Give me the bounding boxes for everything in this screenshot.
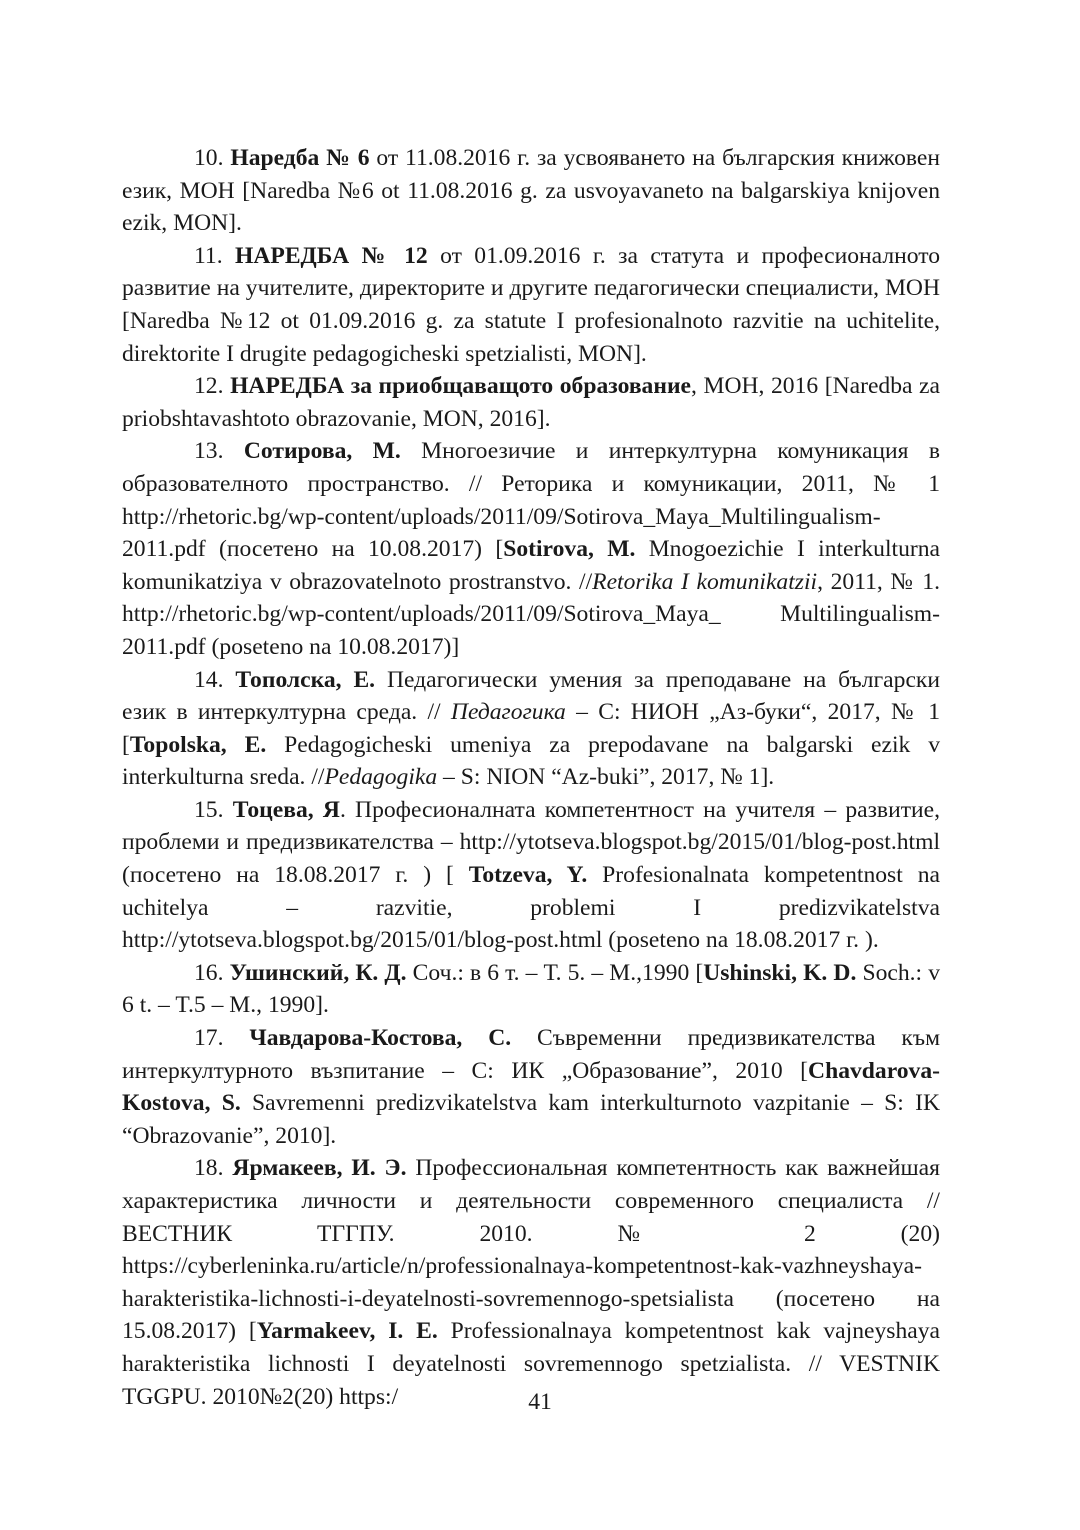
reference-author: НАРЕДБА за приобщаващото образование: [230, 373, 692, 400]
reference-author: Ярмакеев, И. Э.: [232, 1155, 407, 1182]
reference-text: , МОН, 2016 [Naredba za priobshtavashtoto obrazovanie, MON, 2016].: [122, 373, 940, 432]
reference-text: Многоезичие и интеркултурна комуникация в образователното пространство. // Реторика и комуникации, 2011, № 1 http://rhetoric.bg/wp-content/uploads/2011/09/Sotirova_Maya_Multilingualism-2011.pdf (посетено на 10.08.2017) [: [122, 438, 941, 563]
reference-text: 13.: [194, 438, 244, 465]
reference-source-title: Pedagogika: [324, 764, 438, 791]
reference-author: Чавдарова-Костова, С.: [249, 1025, 512, 1052]
reference-item: [122, 435, 940, 663]
reference-text: – С: НИОН „Аз-буки“, 2017, № 1 [: [122, 699, 940, 758]
reference-item: [122, 1022, 940, 1152]
reference-item: [122, 957, 940, 1022]
reference-text: 11.: [194, 242, 236, 269]
reference-author: НАРЕДБА № 12: [235, 242, 428, 269]
reference-text: Savremenni predizvikatelstva kam interkulturnoto vazpitanie – S: IK “Obrazovanie”, 2010].: [122, 1090, 940, 1149]
reference-item: [122, 1152, 940, 1413]
reference-list: [122, 142, 940, 1413]
reference-text: Soch.: v 6 t. – T.5 – M., 1990].: [122, 959, 940, 1019]
reference-text: Pedagogicheski umeniya za prepodavane na balgarski ezik v interkulturna sreda. //: [122, 731, 941, 791]
reference-author: Topolska, E.: [129, 731, 267, 758]
reference-text: 17.: [194, 1025, 250, 1052]
reference-author: Ushinski, K. D.: [703, 959, 857, 986]
reference-text: Professionalnaya kompetentnost kak vajneyshaya harakteristika lichnosti I deyatelnosti sovremennogo spetzialista. // VESTNIK TGGPU. 2010№2(20) https:/: [122, 1318, 940, 1410]
reference-text: 16.: [194, 959, 230, 986]
reference-source-title: Педагогика: [450, 699, 566, 726]
reference-item: [122, 664, 940, 794]
reference-author: Totzeva, Y.: [468, 862, 588, 889]
reference-text: Педагогически умения за преподаване на български език в интеркултурна среда. //: [122, 666, 941, 726]
reference-text: 18.: [194, 1155, 233, 1182]
reference-text: . Професионалната компетентност на учителя – развитие, проблеми и предизвикателства – http://ytotseva.blogspot.bg/2015/01/blog-post.html (посетено на 18.08.2017 г. ) [: [122, 796, 941, 889]
reference-text: 14.: [194, 666, 236, 693]
reference-text: Съвременни предизвикателства към интеркултурното възпитание – С: ИК „Образование”, 2010 [: [122, 1025, 941, 1084]
reference-source-title: Retorika I komunikatzii: [592, 568, 818, 595]
reference-text: Соч.: в 6 т. – Т. 5. – М.,1990 [: [406, 959, 704, 986]
reference-author: Sotirova, M.: [503, 536, 636, 563]
reference-text: 12.: [194, 373, 231, 400]
reference-item: [122, 142, 940, 240]
reference-text: 10.: [194, 145, 231, 171]
reference-text: , 2011, № 1. http://rhetoric.bg/wp-content/uploads/2011/09/Sotirova_Maya_ Multilingualism-2011.pdf (poseteno na 10.08.2017)]: [122, 568, 940, 660]
reference-author: Наредба № 6: [230, 145, 370, 171]
reference-author: Тоцева, Я: [232, 796, 340, 823]
reference-author: Тополска, Е.: [235, 666, 376, 693]
reference-author: Сотирова, М.: [243, 438, 401, 465]
reference-text: Профессиональная компетентность как важнейшая характеристика личности и деятельности современного специалиста // ВЕСТНИК ТГГПУ. 2010. № 2 (20) https://cyberleninka.ru/article/n/professionalnaya-kompetentnost-kak-vazhneyshaya-harakteristika-lichnosti-i-deyatelnosti-sovremennogo-spetsialista (посетено на 15.08.2017) [: [122, 1155, 940, 1345]
reference-text: 15.: [194, 796, 233, 823]
reference-text: Profesionalnata kompetentnost na uchitelya – razvitie, problemi I predizvikatelstva http://ytotseva.blogspot.bg/2015/01/blog-post.html (poseteno na 18.08.2017 г. ).: [122, 862, 940, 954]
reference-text: Mnogoezichie I interkulturna komunikatziya v obrazovatelnoto prostranstvo. //: [122, 536, 940, 595]
reference-text: от 11.08.2016 г. за усвояването на българския книжовен език, МОН [Naredba №6 ot 11.08.2016 g. za usvoyavaneto na balgarskiya knijoven ezik, MON].: [122, 145, 941, 237]
reference-text: – S: NION “Az-buki”, 2017, № 1].: [437, 764, 775, 791]
reference-author: Ушинский, К. Д.: [229, 959, 407, 986]
reference-author: Yarmakeev, I. E.: [256, 1318, 438, 1345]
reference-text: от 01.09.2016 г. за статута и професионалното развитие на учителите, директорите и другите педагогически специалисти, МОН [Naredba №12 ot 01.09.2016 g. za statute I profesionalnoto razvitie na uchitelite, direktorite I drugite pedagogicheski spetzialisti, MON].: [122, 242, 941, 367]
page-number: 41: [528, 1389, 552, 1415]
reference-item: [122, 240, 940, 370]
reference-author: Chavdarova-Kostova, S.: [122, 1057, 940, 1117]
reference-item: [122, 370, 940, 435]
reference-item: [122, 794, 940, 957]
